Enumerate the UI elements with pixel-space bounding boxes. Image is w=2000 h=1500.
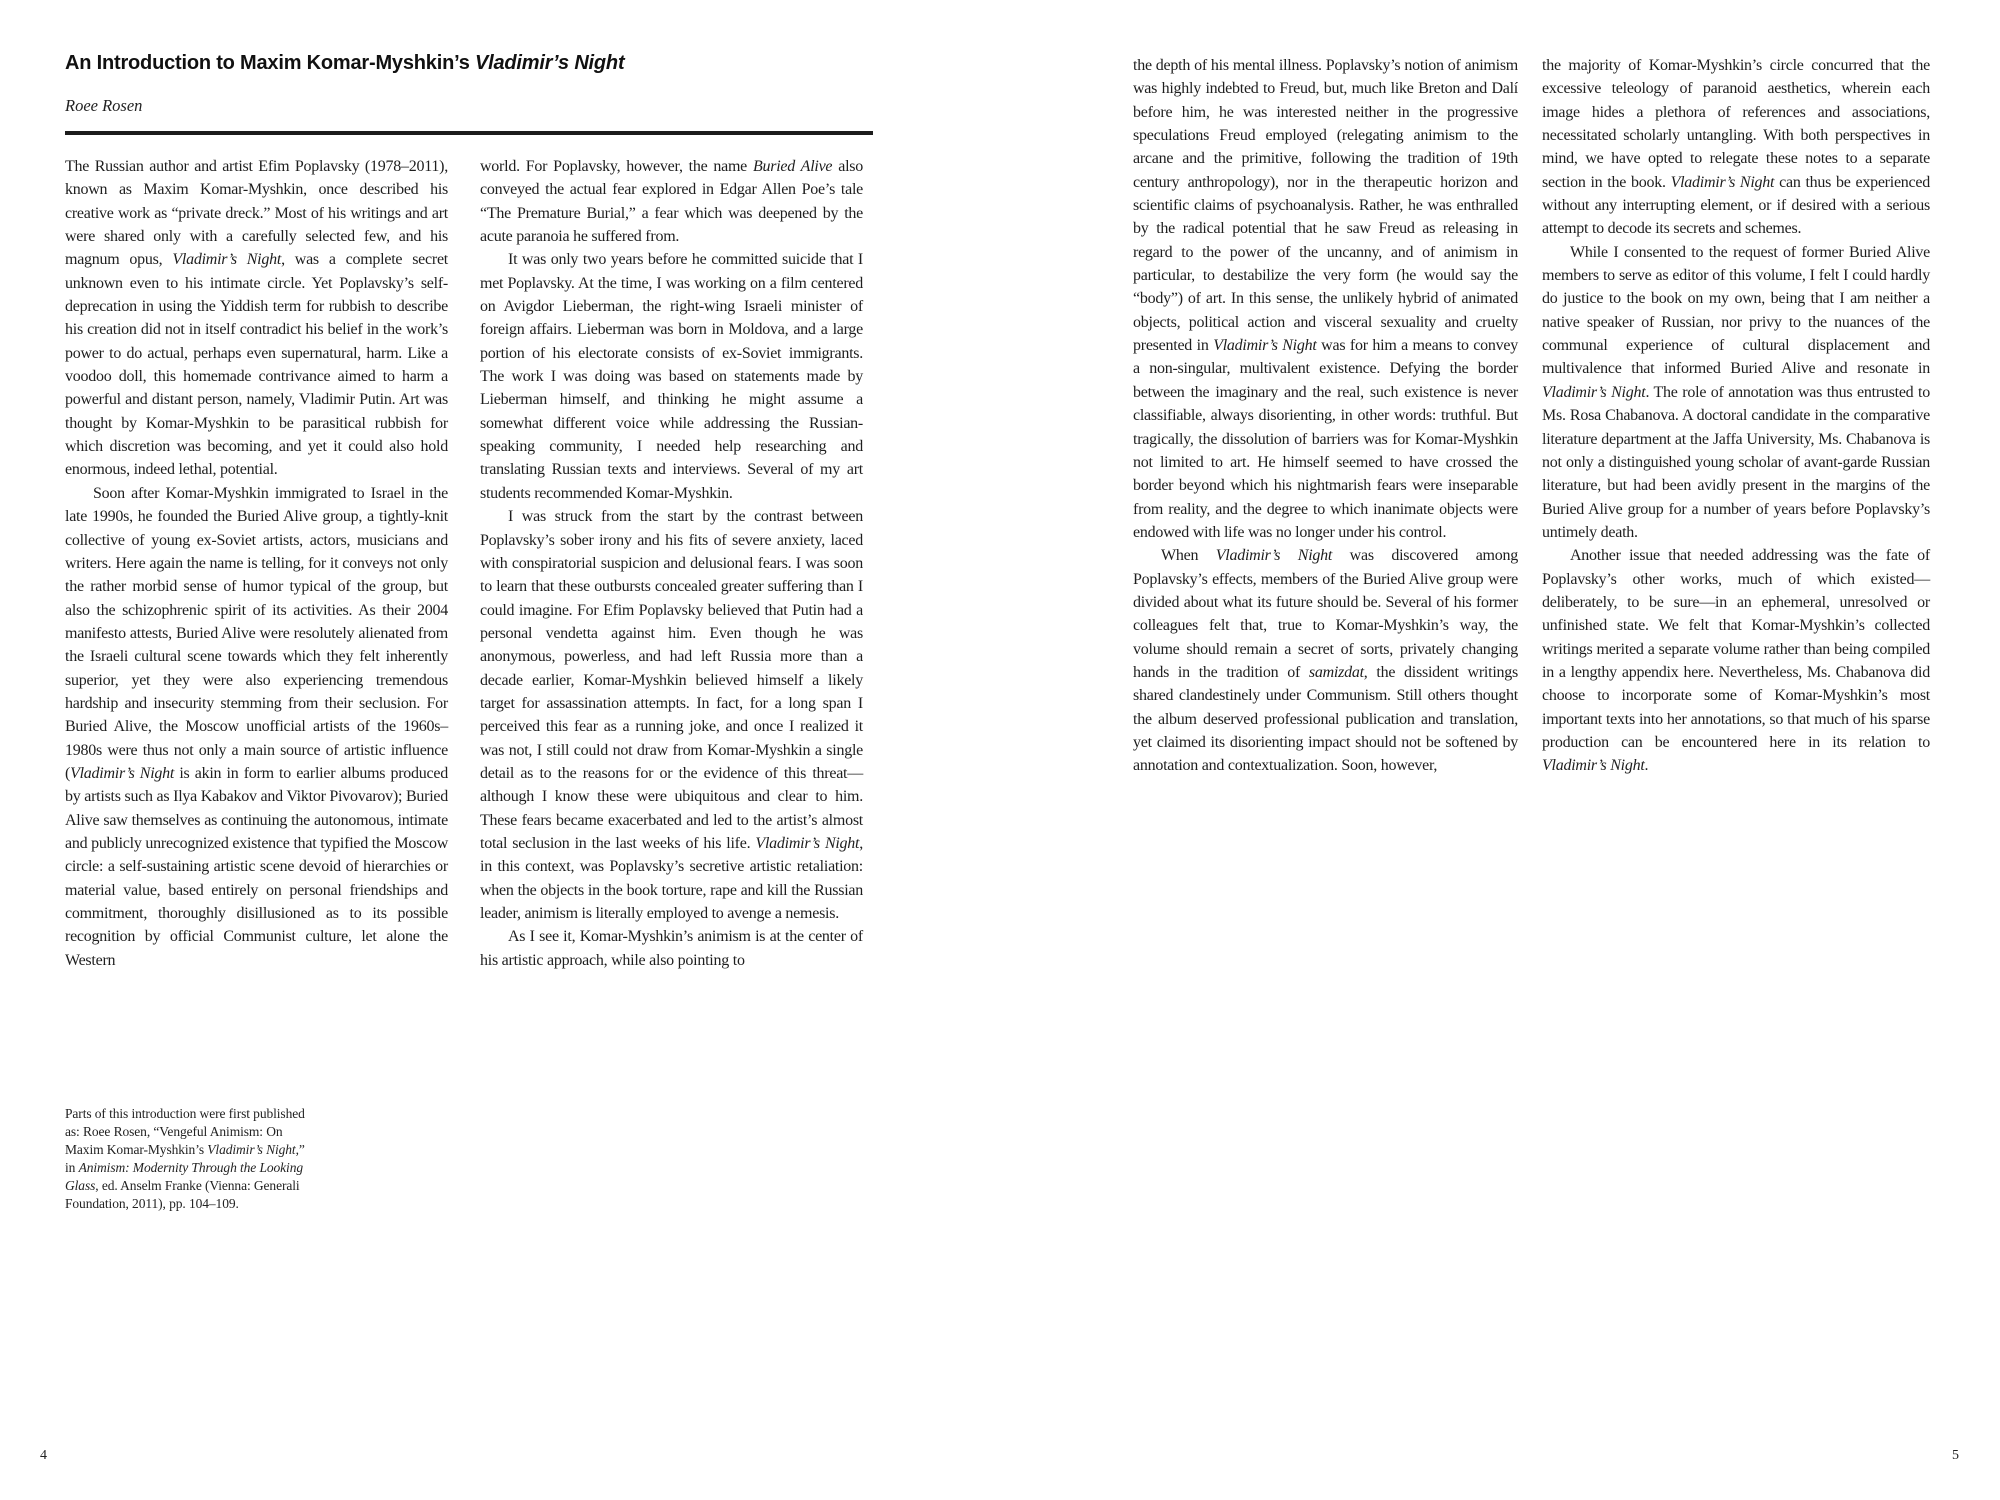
article-title: An Introduction to Maxim Komar-Myshkin’s Vladimir’s Night xyxy=(65,52,625,74)
author-byline: Roee Rosen xyxy=(65,96,143,115)
paragraph: the majority of Komar-Myshkin’s circle concurred that the excessive teleology of paranoid aesthetics, wherein each image hides a plethora of references and associations, necessitated scholarly untangling. With both perspectives in mind, we have opted to relegate these notes to a separate section in the book. Vladimir’s Night can thus be experienced without any interrupting element, or if desired with a serious attempt to decode its secrets and schemes. xyxy=(1542,57,1930,238)
title-divider-rule xyxy=(65,131,873,135)
paragraph: Another issue that needed addressing was the fate of Poplavsky’s other works, much of which existed—deliberately, to be sure—in an ephemeral, unresolved or unfinished state. We felt that Komar-Myshkin’s collected writings merited a separate volume rather than being compiled in a lengthy appendix here. Nevertheless, Ms. Chabanova did choose to incorporate some of Komar-Myshkin’s most important texts into her annotations, so that much of his sparse production can be encountered here in its relation to Vladimir’s Night. xyxy=(1542,547,1930,775)
footnote: Parts of this introduction were first published as: Roee Rosen, “Vengeful Animism: On Maxim Komar-Myshkin’s Vladimir’s Night,” in Animism: Modernity Through the Looking Glass, ed. Anselm Franke (Vienna: Generali Foundation, 2011), pp. 104–109. xyxy=(65,1106,305,1211)
text-column-4 xyxy=(1542,54,1930,778)
paragraph: world. For Poplavsky, however, the name Buried Alive also conveyed the actual fear explored in Edgar Allen Poe’s tale “The Premature Burial,” a fear which was deepened by the acute paranoia he suffered from. xyxy=(480,158,864,246)
paragraph: The Russian author and artist Efim Poplavsky (1978–2011), known as Maxim Komar-Myshkin, once described his creative work as “private dreck.” Most of his writings and art were shared only with a carefully selected few, and his magnum opus, Vladimir’s Night, was a complete secret unknown even to his intimate circle. Yet Poplavsky’s self-deprecation in using the Yiddish term for rubbish to describe his creation did not in itself contradict his belief in the work’s power to do actual, perhaps even supernatural, harm. Like a voodoo doll, this homemade contrivance aimed to harm a powerful and distant person, namely, Vladimir Putin. Art was thought by Komar-Myshkin to be parasitical rubbish for which discretion was becoming, and yet it could also hold enormous, indeed lethal, potential. xyxy=(65,158,448,479)
paragraph: It was only two years before he committed suicide that I met Poplavsky. At the time, I was working on a film centered on Avigdor Lieberman, the right-wing Israeli minister of foreign affairs. Lieberman was born in Moldova, and a large portion of his electorate consists of ex-Soviet immigrants. The work I was doing was based on statements made by Lieberman himself, and thinking he might assume a somewhat different voice while addressing the Russian-speaking community, I needed help researching and translating Russian texts and interviews. Several of my art students recommended Komar-Myshkin. xyxy=(480,251,863,502)
paragraph: As I see it, Komar-Myshkin’s animism is at the center of his artistic approach, while also pointing to xyxy=(480,928,863,969)
paragraph: When Vladimir’s Night was discovered among Poplavsky’s effects, members of the Buried Alive group were divided about what its future should be. Several of his former colleagues felt that, true to Komar-Myshkin’s way, the volume should remain a secret of sorts, privately changing hands in the tradition of samizdat, the dissident writings shared clandestinely under Communism. Still others thought the album deserved professional publication and translation, yet claimed its disorienting impact should not be softened by annotation and contextualization. Soon, however, xyxy=(1133,547,1519,775)
text-column-1 xyxy=(65,155,448,972)
page-number-right: 5 xyxy=(1952,1448,1959,1463)
paragraph: the depth of his mental illness. Poplavsky’s notion of animism was highly indebted to Freud, but, much like Breton and Dalí before him, he was interested neither in the progressive speculations Freud employed (relegating animism to the arcane and the primitive, following the tradition of 19th century anthropology), nor in the therapeutic horizon and scientific claims of psychoanalysis. Rather, he was enthralled by the radical potential that he saw Freud as releasing in regard to the power of the uncanny, and of animism in particular, to destabilize the very form (he would say the “body”) of art. In this sense, the unlikely hybrid of animated objects, political action and visceral sexuality and cruelty presented in Vladimir’s Night was for him a means to convey a non-singular, multivalent existence. Defying the border between the imaginary and the real, such existence is never classifiable, always disorienting, in other words: truthful. But tragically, the dissolution of barriers was for Komar-Myshkin not limited to art. He himself seemed to have crossed the border beyond which his nightmarish fears were inseparable from reality, and the degree to which inanimate objects were endowed with life was no longer under his control. xyxy=(1133,57,1519,541)
paragraph: While I consented to the request of former Buried Alive members to serve as editor of this volume, I felt I could hardly do justice to the book on my own, being that I am neither a native speaker of Russian, nor privy to the nuances of the communal experience of cultural displacement and multivalence that informed Buried Alive and resonate in Vladimir’s Night. The role of annotation was thus entrusted to Ms. Rosa Chabanova. A doctoral candidate in the comparative literature department at the Jaffa University, Ms. Chabanova is not only a distinguished young scholar of avant-garde Russian literature, but had been avidly present in the margins of the Buried Alive group for a number of years before Poplavsky’s untimely death. xyxy=(1542,243,1930,541)
paragraph: I was struck from the start by the contrast between Poplavsky’s sober irony and his fits of severe anxiety, laced with conspiratorial suspicion and delusional fears. I was soon to learn that these outbursts concealed greater suffering than I could imagine. For Efim Poplavsky believed that Putin had a personal vendetta against him. Even though he was anonymous, powerless, and had left Russia more than a decade earlier, Komar-Myshkin believed himself a likely target for assassination attempts. In fact, for a long span I perceived this fear as a running joke, and once I realized it was not, I still could not draw from Komar-Myshkin a single detail as to the reasons for or the evidence of this threat—although I know these were ubiquitous and clear to him. These fears became exacerbated and led to the artist’s almost total seclusion in the last weeks of his life. Vladimir’s Night, in this context, was Poplavsky’s secretive artistic retaliation: when the objects in the book torture, rape and kill the Russian leader, animism is literally employed to avenge a nemesis. xyxy=(480,508,864,922)
paragraph: Soon after Komar-Myshkin immigrated to Israel in the late 1990s, he founded the Buried Alive group, a tightly-knit collective of young ex-Soviet artists, actors, musicians and writers. Here again the name is telling, for it conveys not only the rather morbid sense of humor typical of the group, but also the schizophrenic spirit of its activities. As their 2004 manifesto attests, Buried Alive were resolutely alienated from the Israeli cultural scene towards which they felt inherently superior, yet they were also experiencing tremendous hardship and insecurity stemming from their seclusion. For Buried Alive, the Moscow unofficial artists of the 1960s–1980s were thus not only a main source of artistic influence (Vladimir’s Night is akin in form to earlier albums produced by artists such as Ilya Kabakov and Viktor Pivovarov); Buried Alive saw themselves as continuing the autonomous, intimate and publicly unrecognized existence that typified the Moscow circle: a self-sustaining artistic scene devoid of hierarchies or material value, based entirely on personal friendships and commitment, thoroughly disillusioned as to its possible recognition by official Communist culture, let alone the Western xyxy=(65,484,449,969)
text-column-2 xyxy=(480,155,863,972)
page-number-left: 4 xyxy=(40,1448,47,1463)
text-column-3 xyxy=(1133,54,1518,778)
